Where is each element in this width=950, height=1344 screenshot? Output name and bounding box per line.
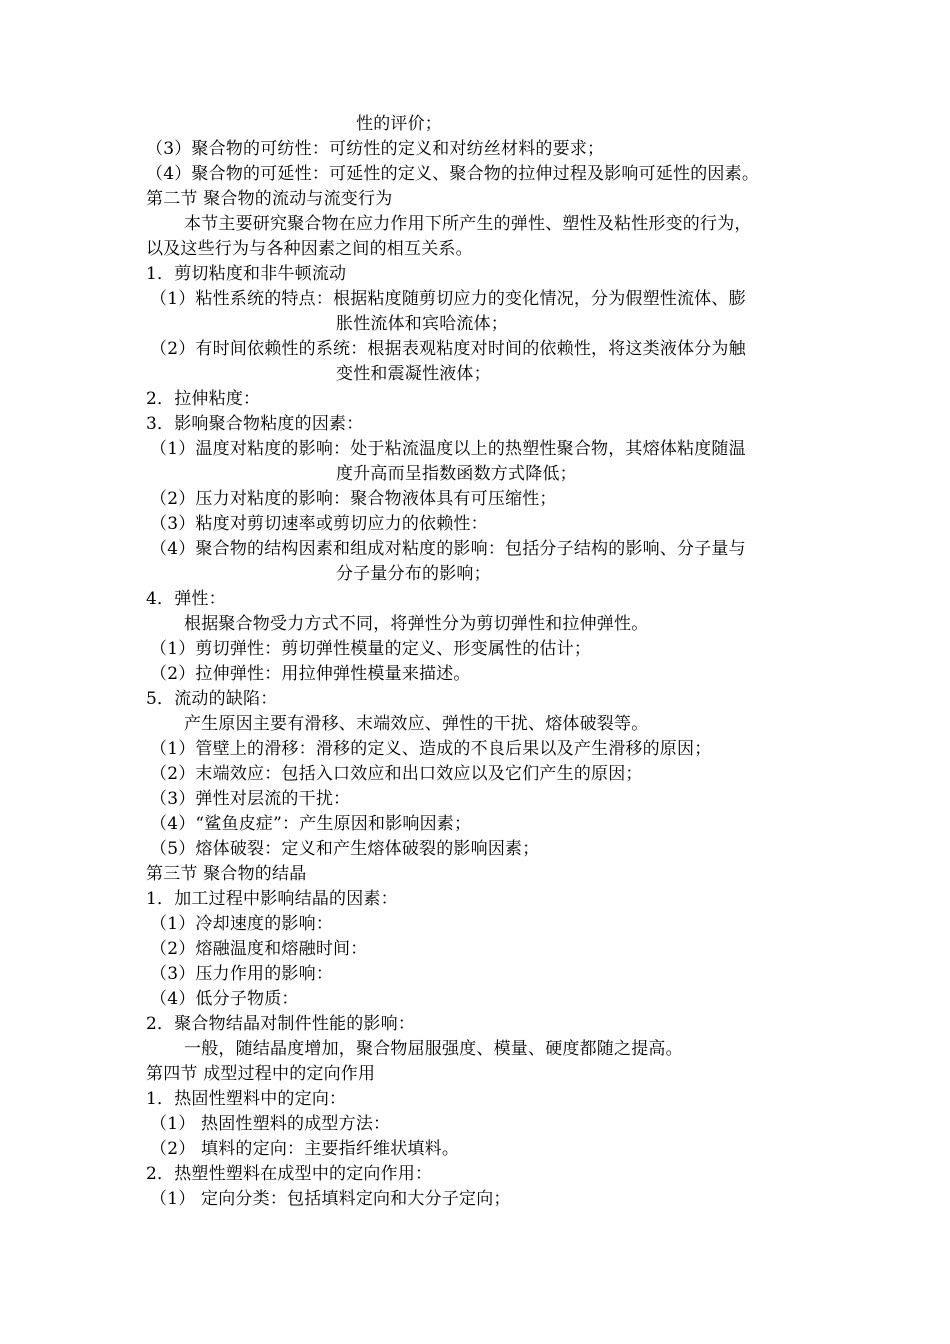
paragraph-line: 产生原因主要有滑移、末端效应、弹性的干扰、熔体破裂等。 xyxy=(184,714,649,734)
numbered-heading: 1．加工过程中影响结晶的因素： xyxy=(146,889,398,909)
list-item: （4）低分子物质： xyxy=(150,989,299,1009)
continuation-line: 变性和震凝性液体； xyxy=(336,364,491,384)
continuation-line: 度升高而呈指数函数方式降低； xyxy=(336,464,577,484)
list-item: （4）聚合物的可延性：可延性的定义、聚合物的拉伸过程及影响可延性的因素。 xyxy=(146,164,760,184)
paragraph-line: 根据聚合物受力方式不同，将弹性分为剪切弹性和拉伸弹性。 xyxy=(184,614,649,634)
numbered-heading: 1．热固性塑料中的定向： xyxy=(146,1089,347,1109)
numbered-heading: 3．影响聚合物粘度的因素： xyxy=(146,414,364,434)
list-item: （3）压力作用的影响： xyxy=(150,964,334,984)
continuation-line: 胀性流体和宾哈流体； xyxy=(336,314,508,334)
numbered-heading: 4．弹性： xyxy=(146,589,226,609)
list-item: （1）粘性系统的特点：根据粘度随剪切应力的变化情况，分为假塑性流体、膨 xyxy=(150,289,746,309)
section-heading: 第三节 聚合物的结晶 xyxy=(146,864,307,884)
list-item: （4）“鲨鱼皮症”：产生原因和影响因素； xyxy=(150,814,472,834)
numbered-heading: 1．剪切粘度和非牛顿流动 xyxy=(146,264,347,284)
list-item: （4）聚合物的结构因素和组成对粘度的影响：包括分子结构的影响、分子量与 xyxy=(150,539,746,559)
numbered-heading: 2．聚合物结晶对制件性能的影响： xyxy=(146,1014,416,1034)
paragraph-line: 本节主要研究聚合物在应力作用下所产生的弹性、塑性及粘性形变的行为， xyxy=(184,214,752,234)
list-item: （1）管壁上的滑移：滑移的定义、造成的不良后果以及产生滑移的原因； xyxy=(150,739,712,759)
list-item: （2）熔融温度和熔融时间： xyxy=(150,939,368,959)
section-heading: 第四节 成型过程中的定向作用 xyxy=(146,1064,376,1084)
list-item: （2）压力对粘度的影响：聚合物液体具有可压缩性； xyxy=(150,489,557,509)
list-item: （1）温度对粘度的影响：处于粘流温度以上的热塑性聚合物，其熔体粘度随温 xyxy=(150,439,746,459)
numbered-heading: 5．流动的缺陷： xyxy=(146,689,278,709)
numbered-heading: 2．拉伸粘度： xyxy=(146,389,261,409)
numbered-heading: 2．热塑性塑料在成型中的定向作用： xyxy=(146,1164,433,1184)
list-item: （1） 热固性塑料的成型方法： xyxy=(150,1114,391,1134)
list-item: （3）弹性对层流的干扰： xyxy=(150,789,351,809)
list-item: （2）拉伸弹性：用拉伸弹性模量来描述。 xyxy=(150,664,471,684)
list-item: （3）聚合物的可纺性：可纺性的定义和对纺丝材料的要求； xyxy=(146,139,605,159)
list-item: （2）有时间依赖性的系统：根据表观粘度对时间的依赖性，将这类液体分为触 xyxy=(150,339,746,359)
paragraph-line: 以及这些行为与各种因素之间的相互关系。 xyxy=(146,239,473,259)
list-item: （5）熔体破裂：定义和产生熔体破裂的影响因素； xyxy=(150,839,540,859)
list-item: （1） 定向分类：包括填料定向和大分子定向； xyxy=(150,1189,511,1209)
list-item: （1）冷却速度的影响： xyxy=(150,914,334,934)
continuation-line: 分子量分布的影响； xyxy=(336,564,491,584)
list-item: （2） 填料的定向：主要指纤维状填料。 xyxy=(150,1139,460,1159)
list-item: （1）剪切弹性：剪切弹性模量的定义、形变属性的估计； xyxy=(150,639,592,659)
section-heading: 第二节 聚合物的流动与流变行为 xyxy=(146,189,393,209)
list-item: （3）粘度对剪切速率或剪切应力的依赖性： xyxy=(150,514,488,534)
continuation-line: 性的评价； xyxy=(356,114,442,134)
list-item: （2）末端效应：包括入口效应和出口效应以及它们产生的原因； xyxy=(150,764,643,784)
paragraph-line: 一般，随结晶度增加，聚合物屈服强度、模量、硬度都随之提高。 xyxy=(184,1039,683,1059)
